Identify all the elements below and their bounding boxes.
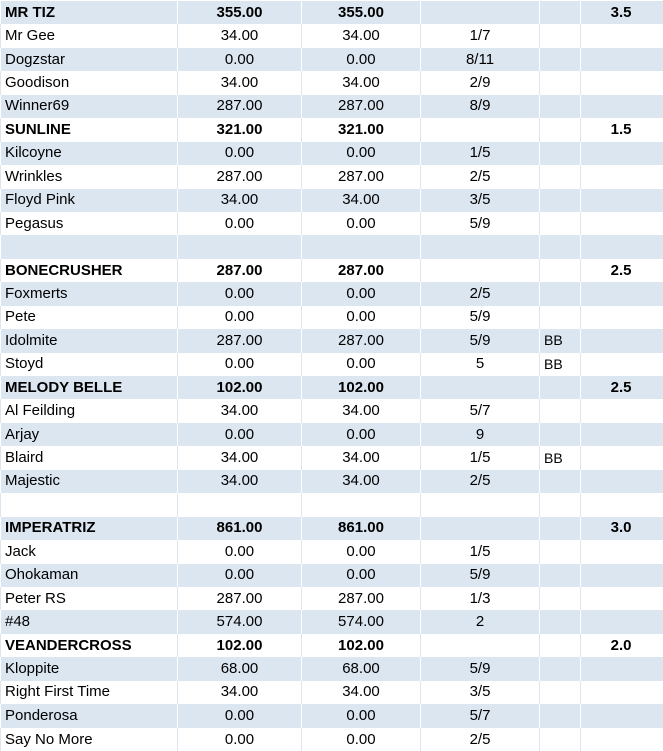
cell-points-a: 0.00 [178,352,302,375]
cell-name: Pegasus [1,211,178,234]
cell-tag [540,141,581,164]
cell-name: Kloppite [1,657,178,680]
cell-rating [581,540,663,563]
horse-row [1,376,663,399]
cell-points-a: 0.00 [178,422,302,445]
cell-name: Winner69 [1,94,178,117]
cell-points-b: 287.00 [302,165,421,188]
cell-name: Blaird [1,446,178,469]
cell-points-a: 0.00 [178,282,302,305]
cell-points-a: 287.00 [178,165,302,188]
cell-rating [581,422,663,445]
cell-odds: 5/9 [421,657,540,680]
cell-points-b: 0.00 [302,563,421,586]
cell-odds: 3/5 [421,680,540,703]
cell-points-a: 68.00 [178,657,302,680]
cell-rating [581,657,663,680]
cell-points-b: 0.00 [302,282,421,305]
cell-rating: 2.0 [581,633,663,656]
cell-rating [581,329,663,352]
cell-rating [581,235,663,258]
cell-odds: 5 [421,352,540,375]
cell-tag [540,47,581,70]
punter-row [1,211,663,234]
cell-points-a: 102.00 [178,633,302,656]
cell-odds [421,376,540,399]
cell-points-b: 321.00 [302,118,421,141]
cell-rating [581,188,663,211]
cell-tag [540,563,581,586]
cell-odds: 5/9 [421,329,540,352]
cell-tag [540,282,581,305]
cell-odds: 2/5 [421,469,540,492]
cell-rating [581,94,663,117]
cell-tag [540,422,581,445]
punter-row [1,563,663,586]
cell-points-a: 34.00 [178,469,302,492]
cell-points-a: 574.00 [178,610,302,633]
cell-odds: 3/5 [421,188,540,211]
cell-points-b: 0.00 [302,727,421,750]
cell-tag [540,680,581,703]
cell-points-b: 0.00 [302,141,421,164]
horse-row [1,118,663,141]
cell-name: Stoyd [1,352,178,375]
cell-odds: 2/9 [421,71,540,94]
punter-row [1,727,663,750]
horse-row [1,1,663,24]
cell-rating: 2.5 [581,376,663,399]
cell-points-b: 0.00 [302,540,421,563]
horse-row [1,633,663,656]
cell-tag [540,258,581,281]
punter-row [1,540,663,563]
cell-points-b: 0.00 [302,47,421,70]
cell-tag [540,188,581,211]
cell-tag: BB [540,446,581,469]
cell-rating [581,24,663,47]
cell-points-b: 287.00 [302,329,421,352]
cell-odds: 5/7 [421,704,540,727]
cell-points-a: 34.00 [178,24,302,47]
punter-row [1,446,663,469]
cell-points-a: 0.00 [178,563,302,586]
cell-points-a: 34.00 [178,188,302,211]
cell-rating [581,47,663,70]
cell-points-a: 0.00 [178,704,302,727]
cell-name: Jack [1,540,178,563]
cell-points-b: 0.00 [302,211,421,234]
cell-rating: 2.5 [581,258,663,281]
cell-points-b: 34.00 [302,446,421,469]
cell-points-a: 0.00 [178,540,302,563]
cell-rating [581,610,663,633]
cell-name: Wrinkles [1,165,178,188]
cell-odds [421,516,540,539]
blank-row [1,493,663,516]
cell-points-b: 287.00 [302,258,421,281]
cell-tag [540,211,581,234]
cell-name: Majestic [1,469,178,492]
cell-rating [581,680,663,703]
cell-rating [581,446,663,469]
cell-rating [581,586,663,609]
cell-odds: 5/9 [421,305,540,328]
cell-odds: 8/11 [421,47,540,70]
cell-tag [540,586,581,609]
cell-name: Mr Gee [1,24,178,47]
cell-points-a: 0.00 [178,141,302,164]
cell-odds: 1/3 [421,586,540,609]
cell-tag [540,633,581,656]
cell-points-b: 34.00 [302,188,421,211]
cell-name: BONECRUSHER [1,258,178,281]
cell-rating [581,211,663,234]
cell-points-b: 0.00 [302,352,421,375]
cell-name: MR TIZ [1,1,178,24]
cell-name: IMPERATRIZ [1,516,178,539]
cell-points-a: 321.00 [178,118,302,141]
cell-name: Arjay [1,422,178,445]
punter-row [1,657,663,680]
punter-row [1,282,663,305]
cell-odds: 1/7 [421,24,540,47]
horse-row [1,516,663,539]
cell-rating [581,352,663,375]
punter-row [1,352,663,375]
cell-tag [540,24,581,47]
cell-tag [540,727,581,750]
cell-tag [540,610,581,633]
cell-rating: 1.5 [581,118,663,141]
cell-points-b: 34.00 [302,71,421,94]
cell-points-a: 34.00 [178,446,302,469]
punter-row [1,24,663,47]
cell-name: Pete [1,305,178,328]
cell-tag [540,704,581,727]
cell-odds: 8/9 [421,94,540,117]
cell-points-a: 34.00 [178,399,302,422]
cell-points-b: 34.00 [302,469,421,492]
cell-points-a: 287.00 [178,258,302,281]
cell-points-a: 861.00 [178,516,302,539]
cell-name: SUNLINE [1,118,178,141]
punter-row [1,399,663,422]
cell-name: Ohokaman [1,563,178,586]
cell-points-b: 0.00 [302,704,421,727]
cell-points-a: 287.00 [178,586,302,609]
cell-name: Peter RS [1,586,178,609]
cell-points-a: 287.00 [178,94,302,117]
cell-points-b: 287.00 [302,94,421,117]
cell-points-b: 34.00 [302,24,421,47]
cell-odds: 5/9 [421,563,540,586]
cell-name: Al Feilding [1,399,178,422]
cell-tag [540,657,581,680]
cell-points-a: 355.00 [178,1,302,24]
cell-name: Goodison [1,71,178,94]
cell-name: Right First Time [1,680,178,703]
punter-row [1,188,663,211]
cell-odds: 2/5 [421,165,540,188]
cell-odds: 1/5 [421,446,540,469]
cell-rating [581,305,663,328]
results-table-body [1,1,663,751]
punter-row [1,165,663,188]
punter-row [1,71,663,94]
cell-rating [581,141,663,164]
horse-row [1,258,663,281]
cell-odds [421,493,540,516]
cell-rating [581,704,663,727]
cell-tag [540,305,581,328]
cell-name: Kilcoyne [1,141,178,164]
cell-rating: 3.0 [581,516,663,539]
cell-odds: 5/7 [421,399,540,422]
cell-tag [540,235,581,258]
cell-tag [540,165,581,188]
cell-name [1,493,178,516]
cell-odds: 2/5 [421,282,540,305]
cell-tag: BB [540,352,581,375]
punter-row [1,94,663,117]
cell-odds: 5/9 [421,211,540,234]
cell-rating [581,563,663,586]
cell-points-b: 0.00 [302,305,421,328]
punter-row [1,586,663,609]
punter-row [1,329,663,352]
cell-points-b: 68.00 [302,657,421,680]
cell-name: MELODY BELLE [1,376,178,399]
cell-points-a: 0.00 [178,305,302,328]
cell-points-a: 287.00 [178,329,302,352]
punter-row [1,469,663,492]
cell-odds [421,235,540,258]
cell-tag [540,118,581,141]
cell-points-a: 34.00 [178,71,302,94]
cell-tag [540,71,581,94]
cell-points-b [302,235,421,258]
punter-row [1,680,663,703]
cell-tag [540,1,581,24]
cell-name: VEANDERCROSS [1,633,178,656]
cell-odds: 1/5 [421,141,540,164]
cell-points-b: 0.00 [302,422,421,445]
cell-odds: 9 [421,422,540,445]
cell-rating [581,282,663,305]
cell-odds: 1/5 [421,540,540,563]
cell-points-b: 34.00 [302,399,421,422]
punter-row [1,47,663,70]
cell-points-a: 0.00 [178,211,302,234]
cell-rating: 3.5 [581,1,663,24]
cell-name: #48 [1,610,178,633]
punter-row [1,422,663,445]
cell-name: Floyd Pink [1,188,178,211]
punter-row [1,704,663,727]
cell-points-b: 102.00 [302,633,421,656]
cell-rating [581,469,663,492]
cell-name: Say No More [1,727,178,750]
cell-points-a: 0.00 [178,47,302,70]
punter-row [1,141,663,164]
cell-tag [540,469,581,492]
cell-tag: BB [540,329,581,352]
cell-points-b: 574.00 [302,610,421,633]
punter-row [1,305,663,328]
cell-points-a [178,235,302,258]
cell-tag [540,376,581,399]
cell-points-b: 34.00 [302,680,421,703]
cell-tag [540,516,581,539]
cell-points-a [178,493,302,516]
cell-tag [540,493,581,516]
cell-name: Dogzstar [1,47,178,70]
cell-odds [421,1,540,24]
cell-tag [540,94,581,117]
cell-points-b: 861.00 [302,516,421,539]
cell-points-b [302,493,421,516]
cell-odds [421,633,540,656]
cell-rating [581,399,663,422]
cell-odds: 2 [421,610,540,633]
cell-name: Foxmerts [1,282,178,305]
cell-points-b: 287.00 [302,586,421,609]
cell-points-a: 0.00 [178,727,302,750]
cell-rating [581,727,663,750]
cell-tag [540,399,581,422]
cell-rating [581,165,663,188]
cell-rating [581,493,663,516]
cell-odds [421,118,540,141]
cell-points-b: 102.00 [302,376,421,399]
cell-points-a: 102.00 [178,376,302,399]
cell-points-a: 34.00 [178,680,302,703]
cell-name: Idolmite [1,329,178,352]
cell-odds: 2/5 [421,727,540,750]
cell-points-b: 355.00 [302,1,421,24]
blank-row [1,235,663,258]
cell-rating [581,71,663,94]
cell-name: Ponderosa [1,704,178,727]
punter-row [1,610,663,633]
cell-tag [540,540,581,563]
cell-odds [421,258,540,281]
cell-name [1,235,178,258]
